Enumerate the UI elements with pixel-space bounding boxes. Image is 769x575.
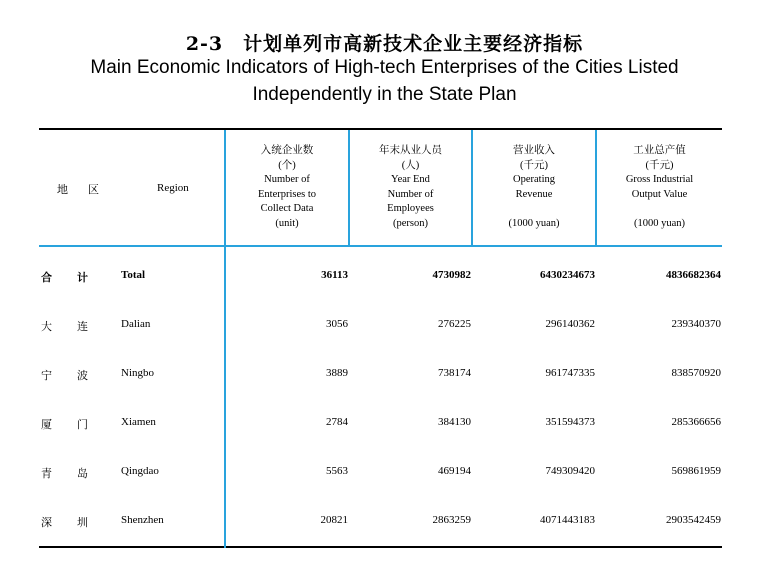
cell-gross-output: 239340370	[671, 318, 721, 330]
header-spacer	[473, 202, 595, 217]
cell-employees: 2863259	[432, 514, 471, 526]
table-title-english-line2: Independently in the State Plan	[252, 84, 517, 105]
header-line: 工业总产值	[633, 145, 686, 156]
header-line: Year End	[391, 174, 430, 185]
region-char: 门	[77, 418, 88, 431]
header-line: Gross Industrial	[625, 174, 694, 185]
region-header-english: Region	[157, 182, 189, 194]
table-title-english-line1: Main Economic Indicators of High-tech Enterprises of the Cities Listed	[90, 57, 679, 78]
header-line: Enterprises to	[257, 188, 317, 200]
region-char: 计	[77, 271, 88, 284]
cell-enterprises: 36113	[321, 269, 348, 281]
header-employees	[350, 144, 471, 231]
cell-employees: 738174	[438, 367, 471, 379]
cell-employees: 276225	[438, 318, 471, 330]
region-char: 大	[41, 320, 52, 333]
table-row	[39, 364, 722, 384]
region-header-chinese: 地区	[57, 183, 119, 196]
table-row	[39, 462, 722, 482]
cell-gross-output: 4836682364	[666, 269, 721, 281]
header-line: Employees	[387, 203, 434, 214]
header-line: Number of	[387, 188, 434, 200]
header-line: (person)	[393, 217, 428, 229]
region-english: Shenzhen	[121, 514, 164, 526]
cell-enterprises: 20821	[320, 514, 348, 526]
region-char: 宁	[41, 369, 52, 382]
table-row	[39, 315, 722, 335]
cell-enterprises: 2784	[326, 416, 348, 428]
header-line: Output Value	[631, 188, 688, 200]
header-line: (千元)	[645, 159, 674, 171]
region-english: Xiamen	[121, 416, 156, 428]
table-bottom-rule	[39, 546, 722, 548]
region-char: 厦	[41, 418, 52, 431]
region-char: 深	[41, 516, 52, 529]
cell-enterprises: 3056	[326, 318, 348, 330]
header-line: (千元)	[520, 159, 548, 171]
cell-gross-output: 285366656	[671, 416, 721, 428]
cell-operating-revenue: 296140362	[545, 318, 595, 330]
header-line: (1000 yuan)	[508, 217, 560, 229]
header-line: 营业收入	[513, 145, 555, 156]
cell-operating-revenue: 6430234673	[540, 269, 595, 281]
cell-operating-revenue: 4071443183	[540, 514, 595, 526]
region-char: 连	[77, 320, 88, 333]
header-line: Operating	[513, 174, 555, 185]
header-line: (个)	[278, 159, 296, 171]
region-char: 波	[77, 369, 88, 382]
table-row-total	[39, 266, 722, 286]
cell-employees: 469194	[438, 465, 471, 477]
header-line: 年末从业人员	[379, 145, 442, 156]
region-char: 青	[41, 467, 52, 480]
region-char: 合	[41, 271, 52, 284]
header-spacer	[597, 202, 722, 217]
header-line: (unit)	[275, 217, 299, 229]
region-char: 圳	[77, 516, 88, 529]
header-line: Revenue	[515, 188, 553, 200]
cell-gross-output: 569861959	[671, 465, 721, 477]
region-english: Ningbo	[121, 367, 154, 379]
header-separator-rule	[39, 245, 722, 247]
table-title-chinese: 2-3 计划单列市高新技术企业主要经济指标	[185, 33, 584, 55]
header-line: (1000 yuan)	[633, 217, 686, 229]
table-row	[39, 511, 722, 531]
header-gross-output	[597, 144, 722, 231]
cell-employees: 4730982	[432, 269, 471, 281]
cell-gross-output: 838570920	[671, 367, 721, 379]
header-enterprises	[226, 144, 348, 231]
header-line: Collect Data	[260, 203, 314, 214]
table-row	[39, 413, 722, 433]
cell-operating-revenue: 961747335	[545, 367, 595, 379]
header-line: (人)	[401, 159, 420, 171]
header-line: Number of	[264, 174, 310, 185]
region-english: Total	[121, 269, 146, 281]
cell-operating-revenue: 351594373	[545, 416, 595, 428]
table-top-rule	[39, 128, 722, 130]
region-english: Qingdao	[121, 465, 159, 477]
cell-gross-output: 2903542459	[666, 514, 721, 526]
region-char: 岛	[77, 467, 88, 480]
cell-enterprises: 5563	[326, 465, 348, 477]
header-operating-revenue	[473, 144, 595, 231]
region-english: Dalian	[121, 318, 151, 330]
header-line: 入统企业数	[260, 145, 314, 156]
cell-employees: 384130	[438, 416, 471, 428]
cell-enterprises: 3889	[326, 367, 348, 379]
cell-operating-revenue: 749309420	[545, 465, 595, 477]
